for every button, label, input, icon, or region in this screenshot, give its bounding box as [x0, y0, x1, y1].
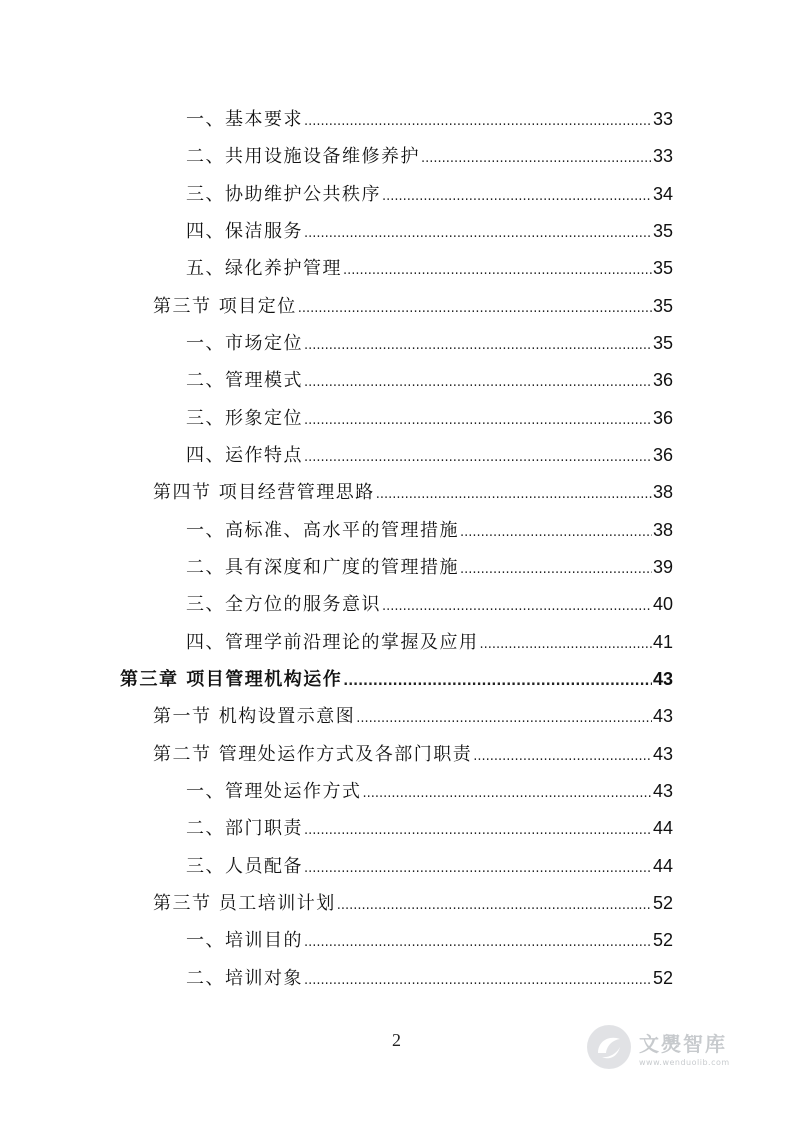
toc-leader-dots	[421, 146, 652, 172]
toc-leader-dots	[304, 221, 652, 247]
toc-entry-title: 四、管理学前沿理论的掌握及应用	[186, 632, 479, 653]
toc-leader-dots	[304, 370, 652, 396]
toc-section-entry[interactable]	[153, 293, 673, 319]
toc-entry-page: 40	[652, 594, 673, 614]
toc-entry-page: 38	[652, 482, 673, 502]
toc-leader-dots	[304, 333, 652, 359]
toc-entry-page: 35	[652, 333, 673, 353]
toc-entry-page: 33	[652, 146, 673, 166]
toc-leader-dots	[382, 184, 652, 210]
toc-entry-title: 一、市场定位	[186, 333, 303, 354]
toc-entry[interactable]	[186, 106, 673, 132]
toc-entry-title: 四、保洁服务	[186, 221, 303, 242]
toc-entry[interactable]	[186, 554, 673, 580]
toc-entry-title: 第四节 项目经营管理思路	[153, 482, 375, 503]
toc-entry-page: 33	[652, 109, 673, 129]
watermark	[585, 1020, 765, 1074]
toc-entry-title: 第二节 管理处运作方式及各部门职责	[153, 744, 473, 765]
toc-entry-title: 三、协助维护公共秩序	[186, 184, 381, 205]
toc-entry[interactable]	[186, 815, 673, 841]
toc-entry-page: 35	[652, 296, 673, 316]
toc-entry-title: 一、管理处运作方式	[186, 781, 362, 802]
toc-leader-dots	[304, 109, 652, 135]
toc-entry-page: 43	[652, 706, 673, 726]
toc-leader-dots	[382, 594, 652, 620]
toc-leader-dots	[304, 818, 652, 844]
toc-entry[interactable]	[186, 255, 673, 281]
toc-section-entry[interactable]	[153, 741, 673, 767]
toc-entry[interactable]	[186, 218, 673, 244]
toc-leader-dots	[304, 445, 652, 471]
toc-leader-dots	[343, 258, 652, 284]
toc-leader-dots	[337, 893, 652, 919]
toc-entry[interactable]	[186, 143, 673, 169]
watermark-name: 文爂智库	[639, 1031, 727, 1056]
toc-leader-dots	[363, 781, 652, 807]
toc-entry-page: 34	[652, 184, 673, 204]
toc-entry[interactable]	[186, 405, 673, 431]
toc-entry-page: 52	[652, 968, 673, 988]
toc-entry[interactable]	[186, 517, 673, 543]
toc-entry-title: 一、基本要求	[186, 109, 303, 130]
toc-entry-page: 35	[652, 258, 673, 278]
toc-entry[interactable]	[186, 965, 673, 991]
toc-entry-title: 三、人员配备	[186, 856, 303, 877]
toc-section-entry[interactable]	[153, 479, 673, 505]
toc-entry-page: 36	[652, 445, 673, 465]
toc-entry-title: 一、培训目的	[186, 930, 303, 951]
toc-entry[interactable]	[186, 330, 673, 356]
toc-entry-title: 四、运作特点	[186, 445, 303, 466]
page-number: 2	[392, 1030, 401, 1050]
toc-entry-title: 五、绿化养护管理	[186, 258, 342, 279]
toc-leader-dots	[298, 296, 652, 322]
toc-leader-dots	[304, 968, 652, 994]
toc-entry-title: 一、高标准、高水平的管理措施	[186, 520, 459, 541]
toc-entry-page: 41	[652, 632, 673, 652]
toc-leader-dots	[304, 856, 652, 882]
toc-entry-page: 36	[652, 408, 673, 428]
toc-entry-title: 第三节 项目定位	[153, 296, 297, 317]
toc-entry-title: 二、具有深度和广度的管理措施	[186, 557, 459, 578]
toc-chapter-entry[interactable]	[120, 666, 673, 692]
toc-entry[interactable]	[186, 853, 673, 879]
toc-entry-page: 44	[652, 856, 673, 876]
toc-leader-dots	[356, 706, 652, 732]
toc-leader-dots	[473, 744, 652, 770]
toc-leader-dots	[343, 669, 652, 695]
toc-entry-page: 39	[652, 557, 673, 577]
toc-entry-page: 52	[652, 893, 673, 913]
toc-entry-title: 第一节 机构设置示意图	[153, 706, 356, 727]
toc-entry-page: 36	[652, 370, 673, 390]
toc-section-entry[interactable]	[153, 703, 673, 729]
toc-entry[interactable]	[186, 367, 673, 393]
toc-leader-dots	[304, 408, 652, 434]
toc-entry-title: 二、培训对象	[186, 968, 303, 989]
toc-leader-dots	[460, 557, 652, 583]
toc-entry-title: 二、共用设施设备维修养护	[186, 146, 420, 167]
toc-entry[interactable]	[186, 927, 673, 953]
toc-entry[interactable]	[186, 181, 673, 207]
toc-section-entry[interactable]	[153, 890, 673, 916]
toc-entry-page: 52	[652, 930, 673, 950]
toc-entry-page: 43	[652, 781, 673, 801]
toc-entry-title: 二、管理模式	[186, 370, 303, 391]
brand-logo-icon	[585, 1023, 633, 1071]
toc-entry-title: 第三章 项目管理机构运作	[120, 669, 343, 690]
toc-leader-dots	[376, 482, 652, 508]
toc-entry[interactable]	[186, 591, 673, 617]
toc-entry[interactable]	[186, 778, 673, 804]
toc-entry-title: 三、全方位的服务意识	[186, 594, 381, 615]
toc-entry-title: 二、部门职责	[186, 818, 303, 839]
toc-entry-page: 38	[652, 520, 673, 540]
toc-entry-page: 35	[652, 221, 673, 241]
toc-leader-dots	[480, 632, 652, 658]
toc-entry-page: 44	[652, 818, 673, 838]
toc-leader-dots	[304, 930, 652, 956]
toc-entry-title: 第三节 员工培训计划	[153, 893, 336, 914]
toc-entry[interactable]	[186, 442, 673, 468]
toc-entry-page: 43	[652, 744, 673, 764]
toc-leader-dots	[460, 520, 652, 546]
toc-entry[interactable]	[186, 629, 673, 655]
toc-entry-title: 三、形象定位	[186, 408, 303, 429]
watermark-url: www.wenduolib.com	[639, 1057, 730, 1067]
toc-entry-page: 43	[652, 669, 673, 689]
